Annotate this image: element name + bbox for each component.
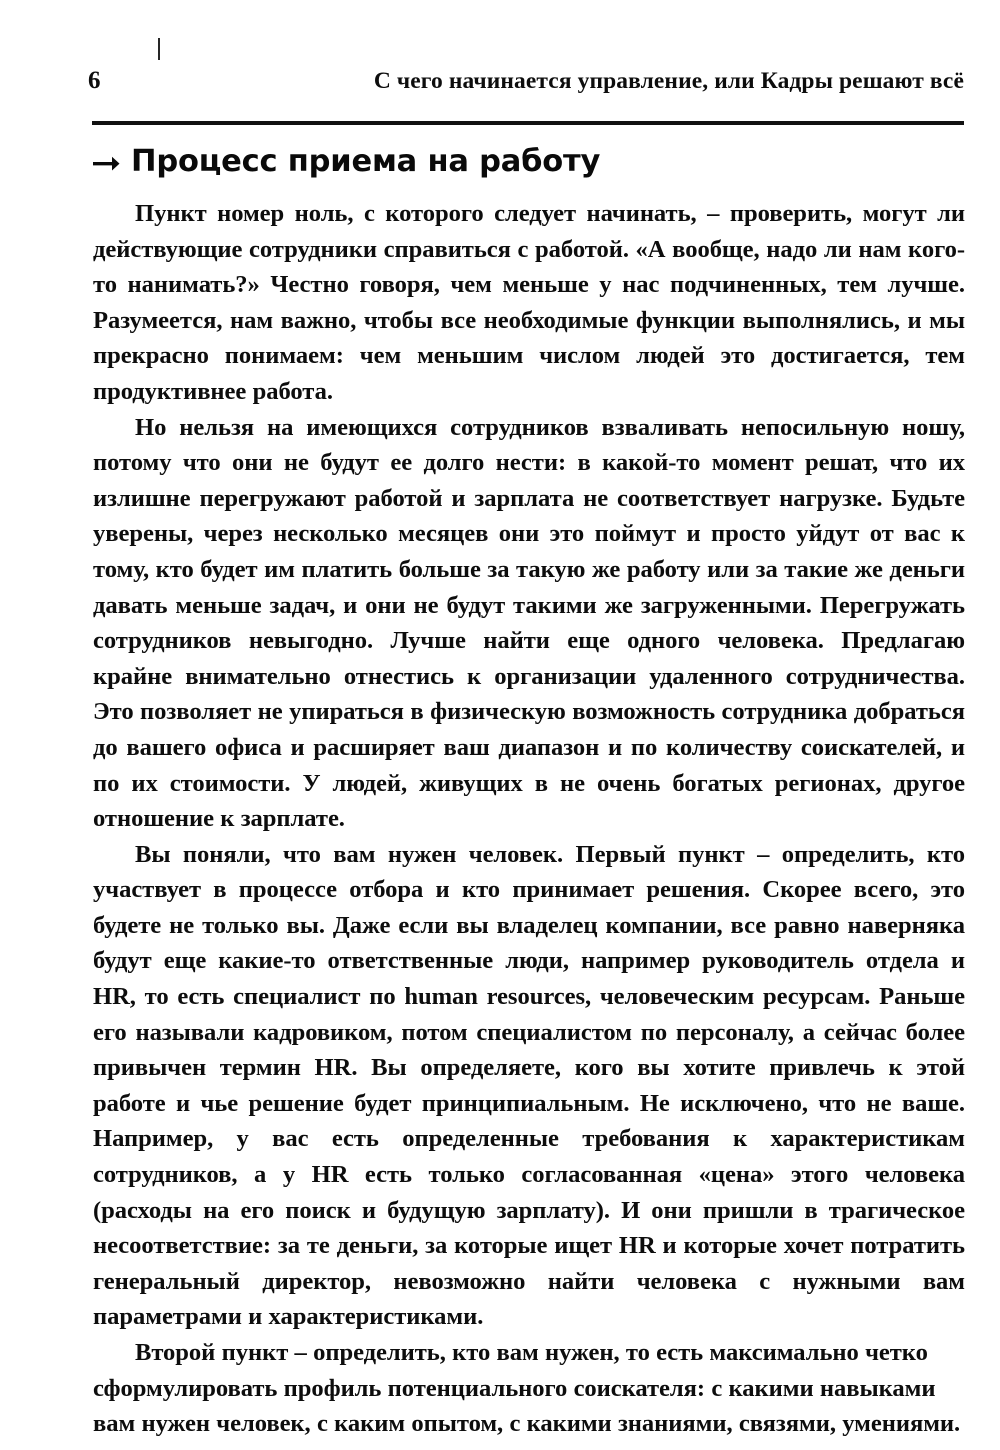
- section-title: Процесс приема на работу: [131, 144, 601, 179]
- paragraph: Но нельзя на имеющихся сотрудников взваливать непосильную ношу, потому что они не будут ее долго нести: в какой-то момент решат, что их излишне перегружают работой и зарплата не соответствует нагрузке. Будьте уверены, через несколько месяцев они это поймут и просто уйдут от вас к тому, кто будет им платить больше за такую же работу или за такие же деньги давать меньше задач, и они не будут такими же загруженными. Перегружать сотрудников невыгодно. Лучше найти еще одного человека. Предлагаю крайне внимательно отнестись к организации удаленного сотрудничества. Это позволяет не упираться в физическую возможность сотрудника добраться до вашего офиса и расширяет ваш диапазон и по количеству соискателей, и по их стоимости. У людей, живущих в не очень богатых регионах, другое отношение к зарплате.: [93, 413, 965, 833]
- paragraph: Второй пункт – определить, кто вам нужен, то есть максимально четко сформулировать профиль потенциального соискателя: с какими навыками вам нужен человек, с каким опытом, с какими знаниями, связями, умениями.: [93, 1339, 961, 1438]
- page-number: 6: [88, 67, 101, 94]
- margin-tick-icon: [158, 38, 160, 60]
- paragraph: Пункт номер ноль, с которого следует начинать, – проверить, могут ли действующие сотрудники справиться с работой. «А вообще, надо ли нам кого-то нанимать?» Честно говоря, чем меньше у нас подчиненных, тем лучше. Разумеется, нам важно, чтобы все необходимые функции выполнялись, и мы прекрасно понимаем: чем меньшим числом людей это достигается, тем продуктивнее работа.: [93, 200, 965, 405]
- body-text: [93, 196, 965, 1442]
- section-heading: [93, 144, 973, 179]
- paragraph: Вы поняли, что вам нужен человек. Первый пункт – определить, кто участвует в процессе отбора и кто принимает решения. Скорее всего, это будете не только вы. Даже если вы владелец компании, все равно наверняка будут еще какие-то ответственные люди, например руководитель отдела и HR, то есть специалист по human resources, человеческим ресурсам. Раньше его называли кадровиком, потом специалистом по персоналу, а сейчас более привычен термин HR. Вы определяете, кого вы хотите привлечь к этой работе и чье решение будет принципиальным. Не исключено, что не ваше. Например, у вас есть определенные требования к характеристикам сотрудников, а у HR есть только согласованная «цена» этого человека (расходы на его поиск и будущую зарплату). И они пришли в трагическое несоответствие: за те деньги, за которые ищет HR и которые хочет потратить генеральный директор, невозможно найти человека с нужными вам параметрами и характеристиками.: [93, 840, 965, 1331]
- header-divider: [92, 121, 964, 125]
- arrow-right-icon: [93, 154, 120, 174]
- page-header: [88, 68, 968, 95]
- running-head: С чего начинается управление, или Кадры решают всё: [373, 68, 964, 94]
